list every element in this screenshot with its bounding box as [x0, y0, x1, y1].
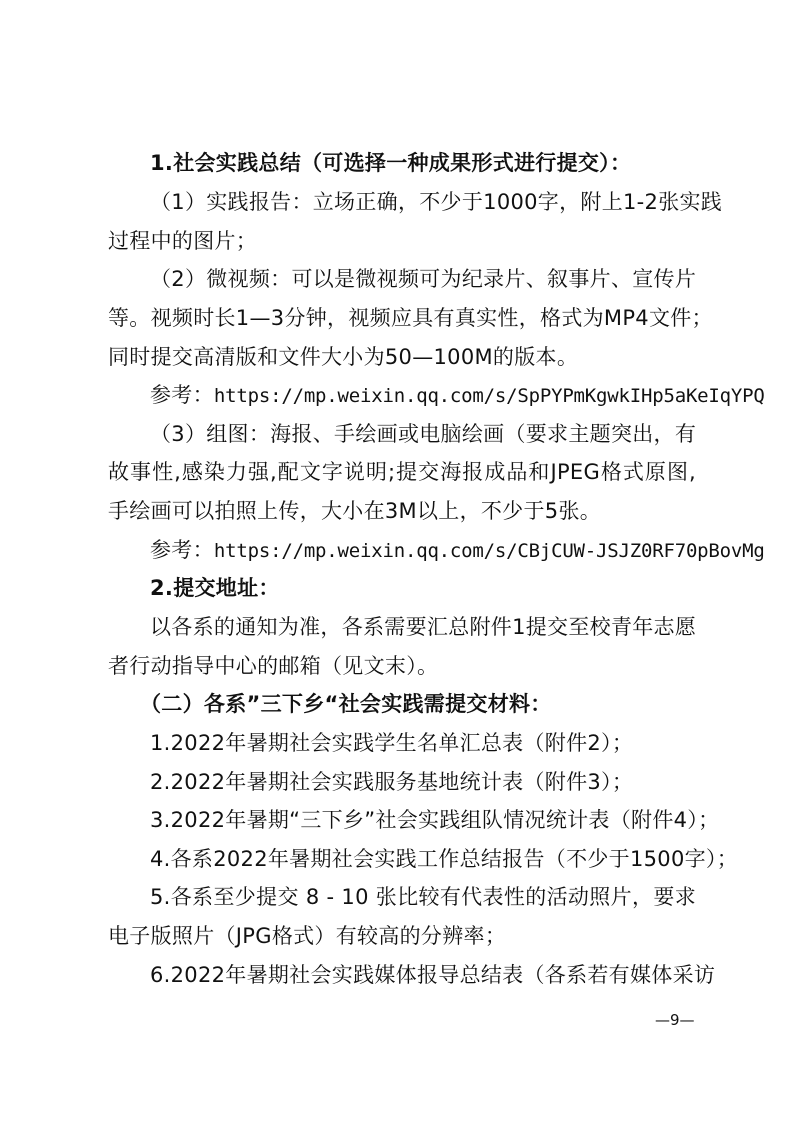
list-item: 2.2022年暑期社会实践服务基地统计表（附件3）；: [150, 770, 634, 794]
heading-submit-address: 2.提交地址：: [150, 576, 280, 600]
paragraph-line: 等。视频时长1—3分钟，视频应具有真实性，格式为MP4文件；: [108, 306, 713, 330]
paragraph-line: 手绘画可以拍照上传，大小在3M以上，不少于5张。: [108, 499, 602, 523]
paragraph-line: 者行动指导中心的邮箱（见文末）。: [108, 654, 439, 678]
list-item: 3.2022年暑期“三下乡”社会实践组队情况统计表（附件4）；: [150, 808, 720, 832]
reference-link[interactable]: https://mp.weixin.qq.com/s/SpPYPmKgwkIHp5aKeIqYPQ: [213, 385, 765, 407]
paragraph-line: 以各系的通知为准，各系需要汇总附件1提交至校青年志愿: [150, 615, 697, 639]
list-item: 4.各系2022年暑期社会实践工作总结报告（不少于1500字）；: [150, 847, 739, 871]
list-item: 5.各系至少提交 8 - 10 张比较有代表性的活动照片，要求: [150, 885, 696, 909]
list-item: 1.2022年暑期社会实践学生名单汇总表（附件2）；: [150, 731, 634, 755]
paragraph-line: （3）组图：海报、手绘画或电脑绘画（要求主题突出，有: [150, 422, 697, 446]
reference-line: [150, 381, 765, 410]
page-number: —9—: [655, 1011, 695, 1029]
paragraph-line: 过程中的图片；: [108, 229, 258, 253]
reference-line: [150, 536, 765, 565]
paragraph-line: （2）微视频：可以是微视频可为纪录片、叙事片、宣传片: [150, 267, 697, 291]
heading-summary: 1.社会实践总结（可选择一种成果形式进行提交）：: [150, 151, 632, 175]
reference-label: 参考：: [150, 383, 214, 407]
list-item: 6.2022年暑期社会实践媒体报导总结表（各系若有媒体采访: [150, 963, 716, 987]
paragraph-line: （1）实践报告：立场正确，不少于1000字，附上1-2张实践: [150, 190, 723, 214]
paragraph-line: 同时提交高清版和文件大小为50—100M的版本。: [108, 345, 579, 369]
reference-link[interactable]: https://mp.weixin.qq.com/s/CBjCUW-JSJZ0RF70pBovMg: [213, 540, 765, 562]
paragraph-line: 故事性,感染力强,配文字说明;提交海报成品和JPEG格式原图,: [108, 460, 696, 484]
heading-materials: （二）各系”三下乡“社会实践需提交材料：: [140, 692, 552, 716]
list-item-continued: 电子版照片（JPG格式）有较高的分辨率；: [108, 924, 507, 948]
reference-label: 参考：: [150, 538, 214, 562]
